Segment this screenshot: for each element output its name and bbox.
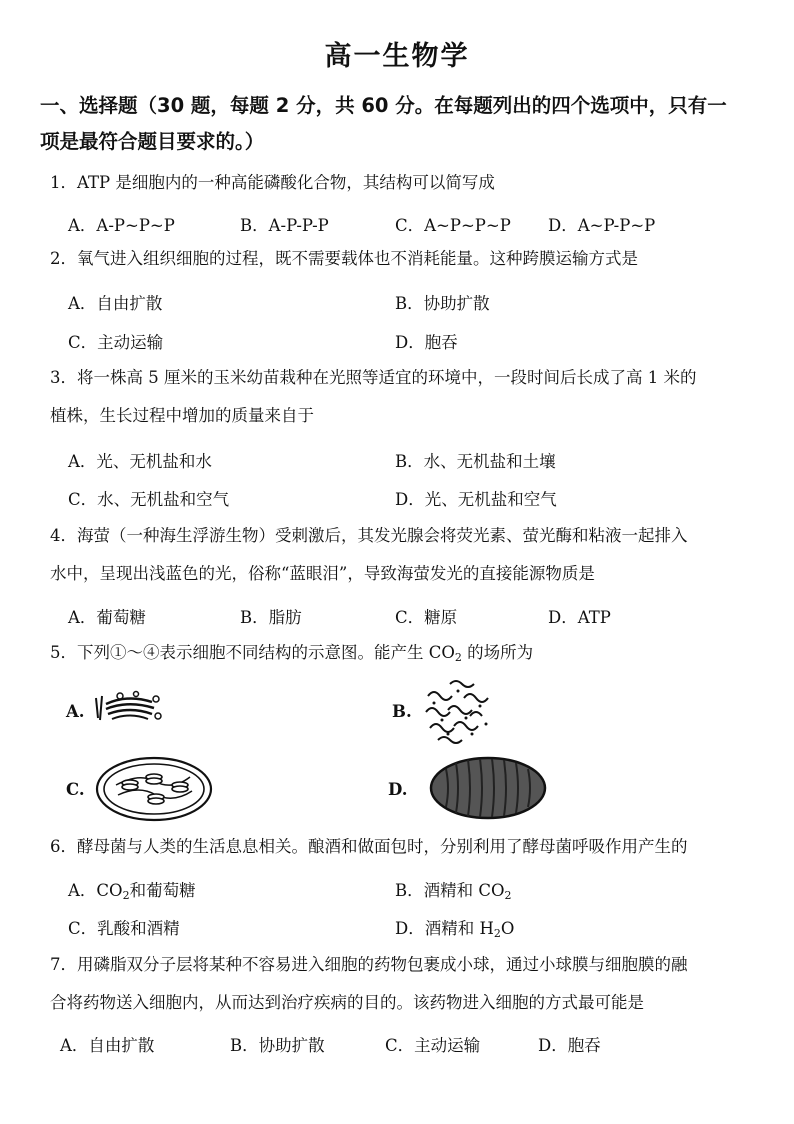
q6-option-d: D．酒精和 $H_2O$	[395, 919, 515, 940]
q5-label-c: C.	[66, 780, 85, 799]
q4-option-c: C．糖原	[395, 608, 458, 627]
q5-label-a: A.	[66, 702, 85, 721]
question-4-stem-line-1: 4．海萤（一种海生浮游生物）受刺激后，其发光腺会将荧光素、萤光酶和粘液一起排入	[50, 526, 688, 545]
question-5-stem: 5．下列①～④表示细胞不同结构的示意图。能产生 $CO_2$ 的场所为	[50, 643, 534, 664]
q3-option-c: C．水、无机盐和空气	[68, 490, 230, 509]
question-7-stem-line-2: 合将药物送入细胞内，从而达到治疗疾病的目的。该药物进入细胞的方式最可能是	[50, 993, 644, 1012]
question-3-stem-line-1: 3．将一株高 5 厘米的玉米幼苗栽种在光照等适宜的环境中，一段时间后长成了高 1 米的	[50, 368, 697, 387]
q1-option-c: C．A~P~P~P	[395, 216, 511, 235]
q6-option-a: A．$CO_2$和葡萄糖	[68, 881, 196, 902]
q1-option-b: B．A-P-P-P	[240, 216, 329, 235]
golgi-apparatus-icon	[92, 690, 164, 726]
q6-option-c: C．乳酸和酒精	[68, 919, 180, 938]
q1-option-a: A．A-P~P~P	[68, 216, 175, 235]
q2-option-d: D．胞吞	[395, 333, 458, 352]
q2-option-a: A．自由扩散	[68, 294, 163, 313]
section-line-1: 一、选择题（30 题，每题 2 分，共 60 分。在每题列出的四个选项中，只有一	[40, 94, 727, 117]
q7-option-a: A．自由扩散	[60, 1036, 155, 1055]
q4-option-a: A．葡萄糖	[68, 608, 146, 627]
page-title: 高一生物学	[324, 41, 470, 72]
chloroplast-icon	[94, 755, 214, 823]
q3-option-d: D．光、无机盐和空气	[395, 490, 557, 509]
q6-option-b: B．酒精和 $CO_2$	[395, 881, 512, 902]
question-7-stem-line-1: 7．用磷脂双分子层将某种不容易进入细胞的药物包裹成小球，通过小球膜与细胞膜的融	[50, 955, 688, 974]
question-1-stem: 1．ATP 是细胞内的一种高能磷酸化合物，其结构可以简写成	[50, 173, 495, 192]
q1-option-d: D．A~P-P~P	[548, 216, 656, 235]
question-6-stem: 6．酵母菌与人类的生活息息相关。酿酒和做面包时，分别利用了酵母菌呼吸作用产生的	[50, 837, 688, 856]
q3-option-b: B．水、无机盐和土壤	[395, 452, 556, 471]
q2-option-b: B．协助扩散	[395, 294, 490, 313]
q2-option-c: C．主动运输	[68, 333, 164, 352]
q3-option-a: A．光、无机盐和水	[68, 452, 212, 471]
section-heading	[40, 88, 760, 160]
q7-option-d: D．胞吞	[538, 1036, 601, 1055]
question-2-stem: 2．氧气进入组织细胞的过程，既不需要载体也不消耗能量。这种跨膜运输方式是	[50, 249, 638, 268]
section-line-2: 项是最符合题目要求的。）	[40, 130, 265, 153]
q5-label-d: D.	[388, 780, 408, 799]
q4-option-b: B．脂肪	[240, 608, 302, 627]
q7-option-c: C．主动运输	[385, 1036, 481, 1055]
question-4-stem-line-2: 水中，呈现出浅蓝色的光，俗称“蓝眼泪”，导致海萤发光的直接能源物质是	[50, 564, 595, 583]
endoplasmic-reticulum-icon	[420, 676, 496, 746]
question-3-stem-line-2: 植株，生长过程中增加的质量来自于	[50, 406, 314, 425]
mitochondrion-icon	[428, 755, 548, 821]
q7-option-b: B．协助扩散	[230, 1036, 325, 1055]
q5-label-b: B.	[392, 702, 412, 721]
q4-option-d: D．ATP	[548, 608, 611, 627]
